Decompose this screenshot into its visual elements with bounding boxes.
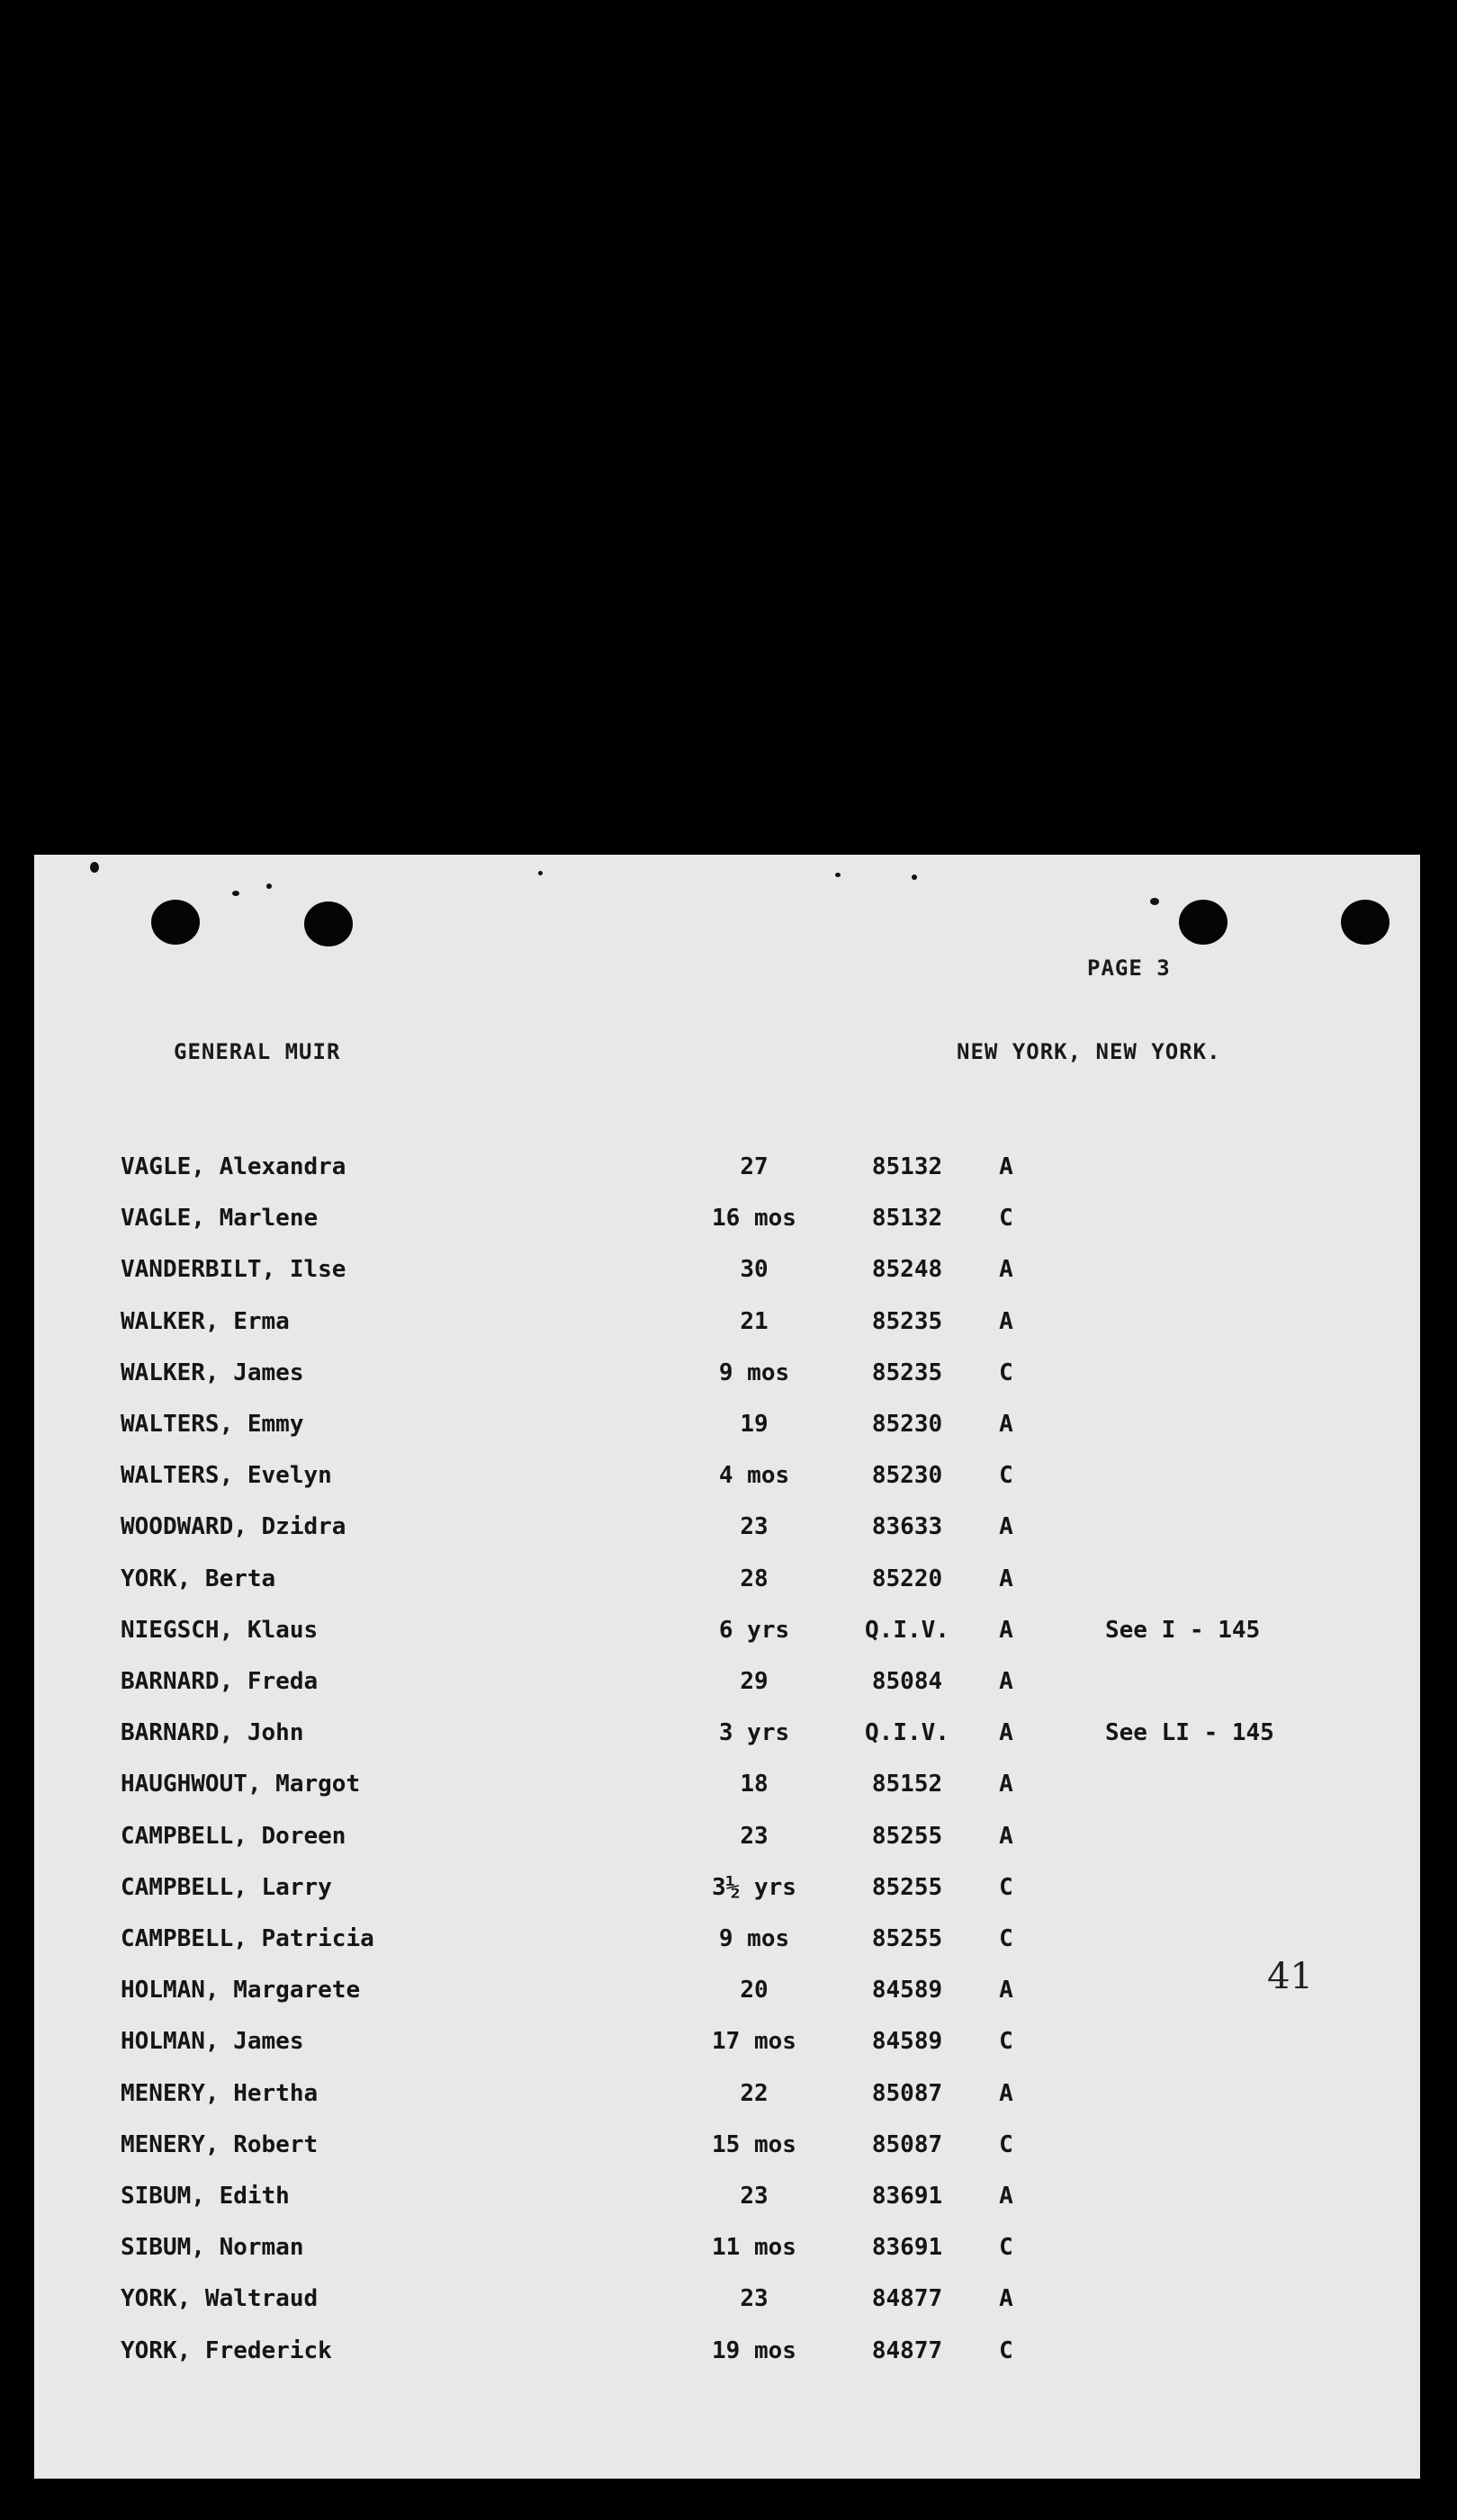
passenger-name: SIBUM, Norman xyxy=(121,2234,304,2262)
table-row xyxy=(34,1411,1420,1447)
class-code: A xyxy=(999,1411,1013,1438)
table-row xyxy=(34,1359,1420,1395)
ink-speck xyxy=(1150,898,1159,905)
record-number: 83691 xyxy=(871,2234,943,2262)
record-number: 85084 xyxy=(871,1668,943,1695)
passenger-name: BARNARD, Freda xyxy=(121,1668,319,1695)
class-code: C xyxy=(999,1873,1013,1901)
class-code: A xyxy=(999,1513,1013,1541)
table-row xyxy=(34,1668,1420,1704)
table-row xyxy=(34,1719,1420,1755)
record-number: 85255 xyxy=(871,1925,943,1952)
class-code: C xyxy=(999,2130,1013,2158)
passenger-age: 23 xyxy=(740,2285,769,2313)
punch-hole xyxy=(151,900,200,945)
passenger-name: CAMPBELL, Doreen xyxy=(121,1822,346,1850)
class-code: A xyxy=(999,1565,1013,1592)
table-row xyxy=(34,2285,1420,2321)
ship-name: GENERAL MUIR xyxy=(174,1039,341,1064)
record-number: 85132 xyxy=(871,1153,943,1180)
document-page xyxy=(34,855,1420,2479)
record-number: 83633 xyxy=(871,1513,943,1541)
record-number: 85230 xyxy=(871,1462,943,1490)
record-number: Q.I.V. xyxy=(865,1616,949,1644)
table-row xyxy=(34,1205,1420,1241)
passenger-age: 19 mos xyxy=(712,2336,796,2364)
passenger-name: BARNARD, John xyxy=(121,1719,304,1747)
passenger-age: 18 xyxy=(740,1771,769,1798)
passenger-age: 23 xyxy=(740,2183,769,2210)
passenger-name: CAMPBELL, Patricia xyxy=(121,1925,374,1952)
passenger-name: MENERY, Hertha xyxy=(121,2079,319,2107)
passenger-name: VAGLE, Alexandra xyxy=(121,1153,346,1180)
passenger-name: WOODWARD, Dzidra xyxy=(121,1513,346,1541)
ink-speck xyxy=(90,862,99,873)
table-row xyxy=(34,1513,1420,1549)
passenger-name: CAMPBELL, Larry xyxy=(121,1873,332,1901)
class-code: A xyxy=(999,1977,1013,2004)
record-number: 85235 xyxy=(871,1307,943,1335)
table-row xyxy=(34,1977,1420,2013)
record-number: 85087 xyxy=(871,2079,943,2107)
passenger-age: 23 xyxy=(740,1822,769,1850)
passenger-age: 27 xyxy=(740,1153,769,1180)
ink-speck xyxy=(232,891,239,896)
ink-speck xyxy=(266,883,272,889)
punch-hole xyxy=(304,901,353,946)
class-code: C xyxy=(999,2028,1013,2056)
table-row xyxy=(34,2131,1420,2167)
passenger-name: VANDERBILT, Ilse xyxy=(121,1256,346,1284)
passenger-age: 28 xyxy=(740,1565,769,1592)
passenger-age: 15 mos xyxy=(712,2130,796,2158)
passenger-name: SIBUM, Edith xyxy=(121,2183,290,2210)
passenger-age: 22 xyxy=(740,2079,769,2107)
passenger-name: NIEGSCH, Klaus xyxy=(121,1616,319,1644)
passenger-age: 9 mos xyxy=(718,1359,790,1386)
class-code: C xyxy=(999,2234,1013,2262)
record-number: 84877 xyxy=(871,2285,943,2313)
class-code: A xyxy=(999,1822,1013,1850)
port-name: NEW YORK, NEW YORK. xyxy=(957,1039,1221,1064)
punch-hole xyxy=(1179,900,1228,945)
record-number: 85235 xyxy=(871,1359,943,1386)
passenger-name: HAUGHWOUT, Margot xyxy=(121,1771,361,1798)
class-code: C xyxy=(999,2336,1013,2364)
passenger-name: WALKER, Erma xyxy=(121,1307,290,1335)
class-code: A xyxy=(999,1616,1013,1644)
class-code: A xyxy=(999,1307,1013,1335)
table-row xyxy=(34,1256,1420,1292)
class-code: C xyxy=(999,1925,1013,1952)
passenger-name: YORK, Frederick xyxy=(121,2336,332,2364)
table-row xyxy=(34,2028,1420,2064)
passenger-age: 11 mos xyxy=(712,2234,796,2262)
record-number: 85230 xyxy=(871,1411,943,1438)
passenger-age: 30 xyxy=(740,1256,769,1284)
record-number: 84589 xyxy=(871,2028,943,2056)
table-row xyxy=(34,1771,1420,1807)
record-number: 85152 xyxy=(871,1771,943,1798)
table-row xyxy=(34,1565,1420,1601)
passenger-age: 20 xyxy=(740,1977,769,2004)
record-number: 85220 xyxy=(871,1565,943,1592)
record-number: 85255 xyxy=(871,1822,943,1850)
record-number: 85248 xyxy=(871,1256,943,1284)
handwritten-page-number: 41 xyxy=(1267,1956,1313,1997)
class-code: A xyxy=(999,1771,1013,1798)
punch-hole xyxy=(1341,900,1390,945)
table-row xyxy=(34,1617,1420,1653)
passenger-name: WALTERS, Evelyn xyxy=(121,1462,332,1490)
table-row xyxy=(34,1925,1420,1961)
record-number: 83691 xyxy=(871,2183,943,2210)
class-code: A xyxy=(999,1256,1013,1284)
cross-reference-note: See LI - 145 xyxy=(1105,1719,1274,1747)
class-code: A xyxy=(999,2285,1013,2313)
class-code: A xyxy=(999,1719,1013,1747)
record-number: 84877 xyxy=(871,2336,943,2364)
passenger-age: 3½ yrs xyxy=(712,1873,796,1901)
table-row xyxy=(34,1308,1420,1344)
page-number-label: PAGE 3 xyxy=(1087,955,1171,981)
passenger-name: MENERY, Robert xyxy=(121,2130,319,2158)
passenger-name: YORK, Waltraud xyxy=(121,2285,319,2313)
passenger-name: WALKER, James xyxy=(121,1359,304,1386)
ink-speck xyxy=(912,874,917,880)
passenger-age: 17 mos xyxy=(712,2028,796,2056)
ink-speck xyxy=(835,873,841,877)
ink-speck xyxy=(538,871,543,875)
table-row xyxy=(34,1874,1420,1910)
passenger-name: WALTERS, Emmy xyxy=(121,1411,304,1438)
class-code: C xyxy=(999,1205,1013,1233)
passenger-name: HOLMAN, James xyxy=(121,2028,304,2056)
class-code: A xyxy=(999,1153,1013,1180)
table-row xyxy=(34,2080,1420,2116)
record-number: 85087 xyxy=(871,2130,943,2158)
table-row xyxy=(34,1823,1420,1859)
record-number: 85132 xyxy=(871,1205,943,1233)
class-code: A xyxy=(999,1668,1013,1695)
record-number: 85255 xyxy=(871,1873,943,1901)
passenger-name: HOLMAN, Margarete xyxy=(121,1977,361,2004)
passenger-age: 4 mos xyxy=(718,1462,790,1490)
table-row xyxy=(34,1462,1420,1498)
passenger-age: 21 xyxy=(740,1307,769,1335)
table-row xyxy=(34,2234,1420,2270)
passenger-age: 16 mos xyxy=(712,1205,796,1233)
record-number: 84589 xyxy=(871,1977,943,2004)
class-code: A xyxy=(999,2183,1013,2210)
passenger-name: VAGLE, Marlene xyxy=(121,1205,319,1233)
table-row xyxy=(34,1153,1420,1189)
passenger-age: 3 yrs xyxy=(718,1719,790,1747)
class-code: C xyxy=(999,1359,1013,1386)
class-code: C xyxy=(999,1462,1013,1490)
table-row xyxy=(34,2337,1420,2373)
cross-reference-note: See I - 145 xyxy=(1105,1616,1261,1644)
passenger-age: 23 xyxy=(740,1513,769,1541)
passenger-age: 9 mos xyxy=(718,1925,790,1952)
passenger-name: YORK, Berta xyxy=(121,1565,276,1592)
passenger-age: 29 xyxy=(740,1668,769,1695)
class-code: A xyxy=(999,2079,1013,2107)
table-row xyxy=(34,2183,1420,2219)
record-number: Q.I.V. xyxy=(865,1719,949,1747)
passenger-age: 6 yrs xyxy=(718,1616,790,1644)
passenger-age: 19 xyxy=(740,1411,769,1438)
